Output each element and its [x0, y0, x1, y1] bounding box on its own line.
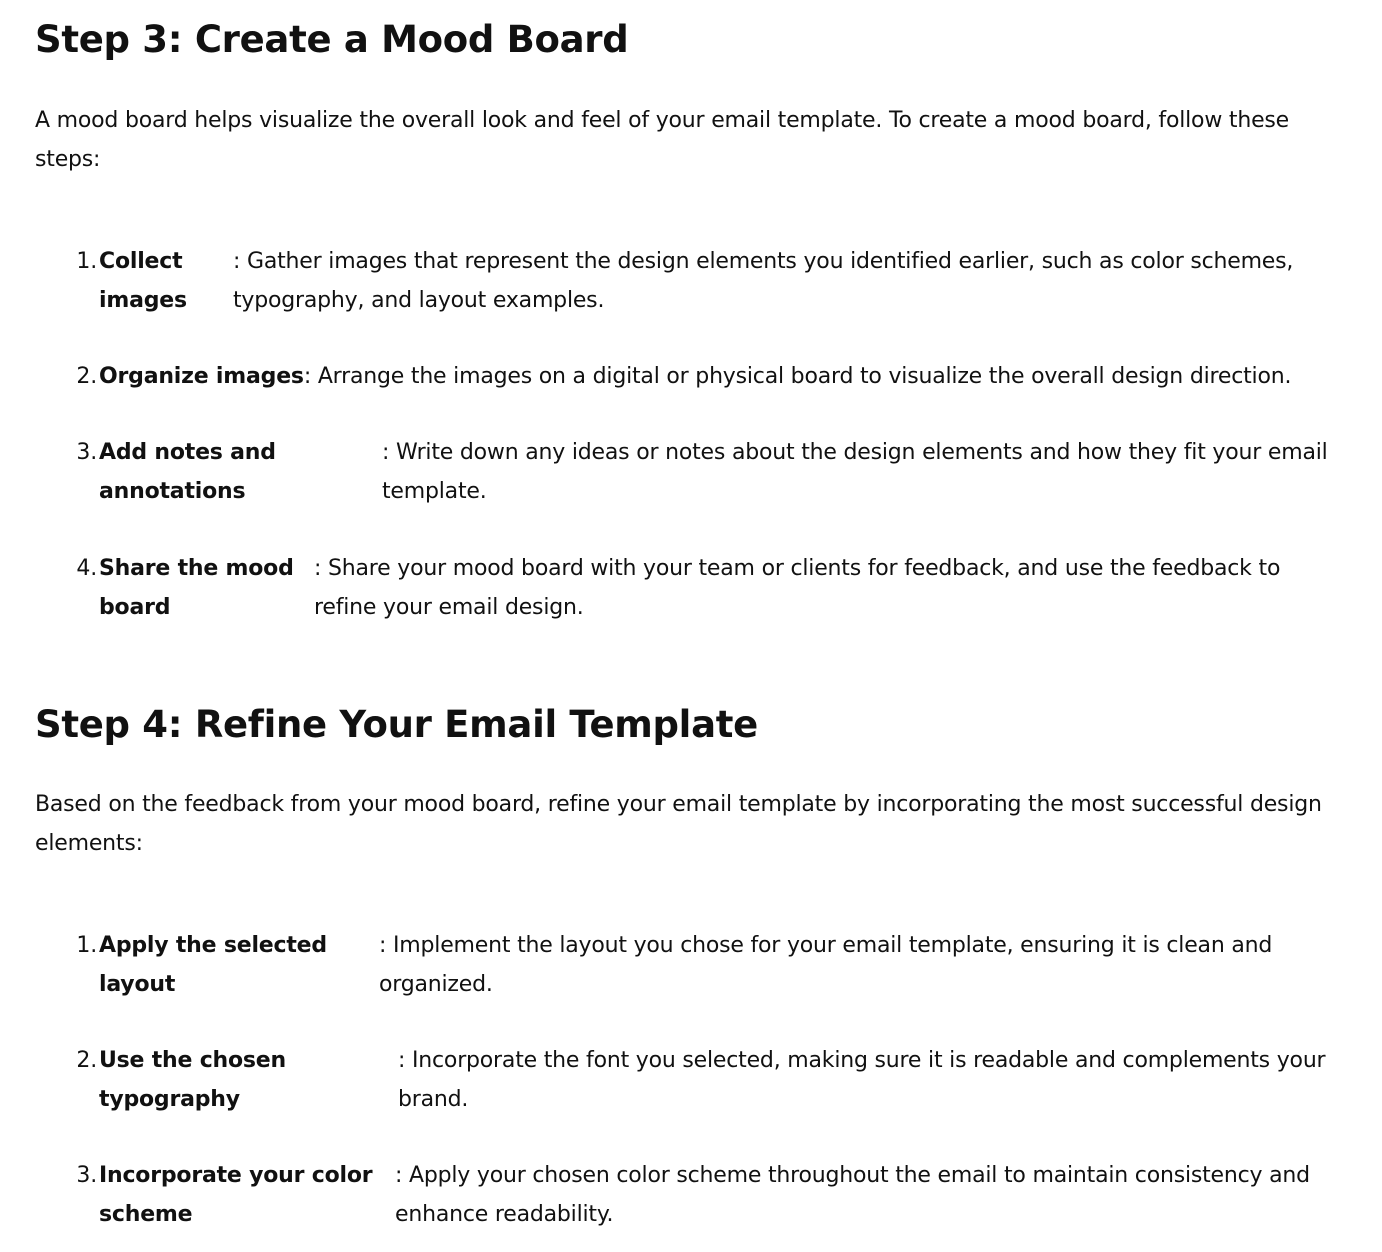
list-item: [64, 1157, 1349, 1234]
list-item-description: : Incorporate the font you selected, making sure it is readable and complements your brand.: [398, 1048, 1326, 1112]
list-number: 4.: [76, 556, 97, 581]
list-item: [64, 927, 1349, 1004]
section-intro-step-4: Based on the feedback from your mood board, refine your email template by incorporating the most successful design elements:: [35, 792, 1322, 856]
list-number: 1.: [76, 933, 97, 958]
list-item-term: Collect images: [99, 249, 187, 313]
list-item-description: : Apply your chosen color scheme throughout the email to maintain consistency and enhance readability.: [395, 1163, 1310, 1227]
section-heading-step-3: Step 3: Create a Mood Board: [35, 18, 629, 61]
list-item-term: Organize images: [99, 364, 304, 389]
list-item: [64, 243, 1349, 320]
list-number: 3.: [76, 440, 97, 465]
list-item-term: Add notes and annotations: [99, 440, 276, 504]
list-item-term: Apply the selected layout: [99, 933, 327, 997]
section-intro-step-3: A mood board helps visualize the overall look and feel of your email template. To create a mood board, follow these steps:: [35, 108, 1290, 172]
list-item: [64, 434, 1349, 511]
list-item-description: : Arrange the images on a digital or physical board to visualize the overall design direction.: [303, 364, 1292, 389]
list-item-inline: [99, 358, 1291, 397]
list-item-description: : Gather images that represent the design elements you identified earlier, such as color schemes, typography, and layout examples.: [233, 249, 1294, 313]
list-item: [64, 1042, 1349, 1119]
list-item-term: Incorporate your color scheme: [99, 1163, 373, 1227]
list-number: 3.: [76, 1163, 97, 1188]
list-number: 1.: [76, 249, 97, 274]
list-item: [64, 358, 1349, 397]
section-heading-step-4: Step 4: Refine Your Email Template: [35, 703, 758, 746]
list-item-term: Use the chosen typography: [99, 1048, 286, 1112]
list-item-term: Share the mood board: [99, 556, 294, 620]
list-number: 2.: [76, 364, 97, 389]
list-item-description: : Share your mood board with your team or clients for feedback, and use the feedback to refine your email design.: [314, 556, 1281, 620]
list-item-description: : Implement the layout you chose for your email template, ensuring it is clean and organized.: [379, 933, 1273, 997]
list-item-description: : Write down any ideas or notes about the design elements and how they fit your email template.: [382, 440, 1328, 504]
list-item: [64, 550, 1349, 627]
list-number: 2.: [76, 1048, 97, 1073]
